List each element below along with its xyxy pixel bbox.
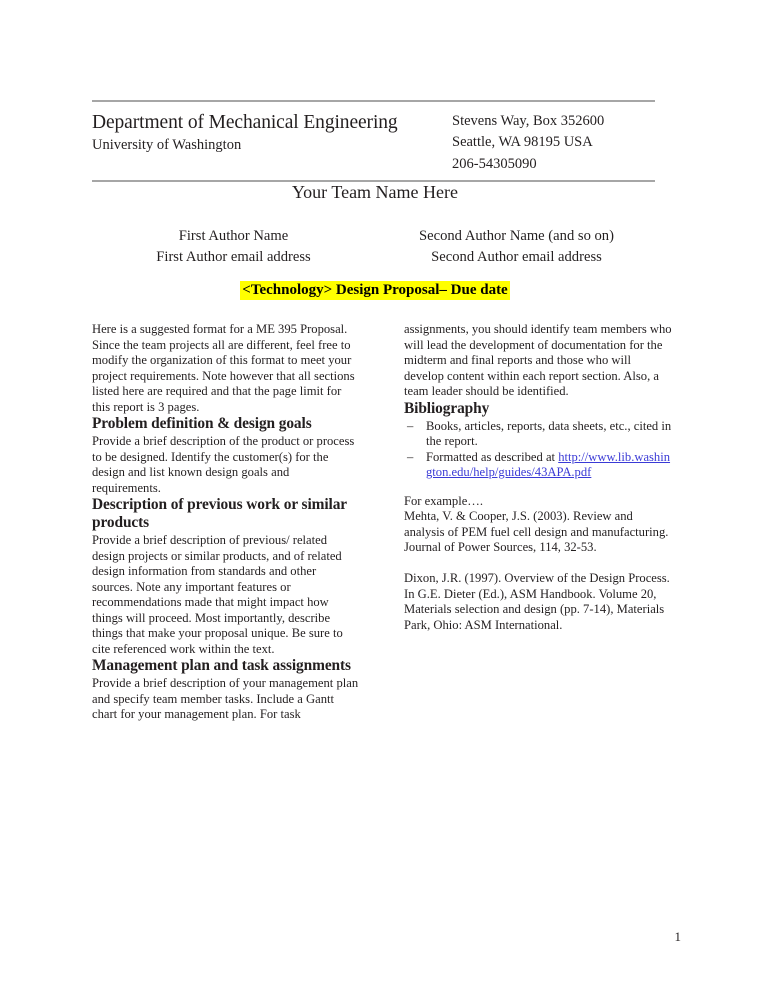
list-item: [404, 419, 672, 450]
author-block: [92, 226, 658, 267]
section-heading-bibliography: Bibliography: [404, 399, 490, 417]
reference-entry-mehta: [404, 494, 672, 556]
author-first: [92, 226, 375, 267]
proposal-heading-row: [92, 281, 658, 301]
department-name: Department of Mechanical Engineering: [92, 112, 398, 133]
page-number: 1: [674, 929, 681, 944]
address-line-city: Seattle, WA 98195 USA: [452, 134, 593, 151]
author-second-name: Second Author Name (and so on): [419, 228, 614, 244]
body-columns: [92, 322, 672, 723]
example-lead-text: For example….: [404, 493, 484, 508]
section-body-previous-work: Provide a brief description of previous/ related design projects or similar products, and of related design information from standards and other sources. Note any important features or recommendations made that might impact how things will proceed. Most importantly, describe things that make your proposal unique. Be sure to cite referenced work within the text.: [92, 533, 343, 656]
address-line-phone: 206-54305090: [452, 155, 537, 172]
section-body-problem-definition: Provide a brief description of the product or process to be designed. Identify the customer(s) for the design and list known design goals and requirements.: [92, 434, 355, 495]
bibliography-guideline-1: Books, articles, reports, data sheets, etc., cited in the report.: [426, 418, 672, 449]
author-first-name: First Author Name: [178, 228, 289, 244]
team-name-title: Your Team Name Here: [291, 182, 459, 202]
dash-bullet-icon: –: [407, 449, 414, 464]
section-heading-management-plan: Management plan and task assignments: [92, 657, 351, 675]
bibliography-guideline-2: Formatted as described at: [426, 449, 559, 464]
bibliography-guidelines-list: [404, 419, 672, 481]
continuation-paragraph: assignments, you should identify team members who will lead the development of documentation for the midterm and final reports and those who will develop content within each report section. Also, a team leader should be identified.: [404, 322, 672, 399]
left-column: [92, 322, 360, 723]
section-heading-problem-definition: Problem definition & design goals: [92, 415, 312, 433]
letterhead-address: [452, 108, 655, 175]
author-second: [375, 226, 658, 267]
author-second-email: Second Author email address: [431, 248, 602, 265]
intro-paragraph: Here is a suggested format for a ME 395 Proposal. Since the team projects all are different, feel free to modify the organization of this format to meet your project requirements. Note however that all sections listed here are required and that the page limit for this report is 3 pages.: [92, 322, 355, 414]
university-name: University of Washington: [92, 136, 242, 153]
reference-text-dixon: Dixon, J.R. (1997). Overview of the Design Process. In G.E. Dieter (Ed.), ASM Handbook. Volume 20, Materials selection and design (pp. 7-14), Materials Park, Ohio: ASM International.: [404, 570, 670, 632]
right-column: [404, 322, 672, 633]
proposal-heading-highlighted: <Technology> Design Proposal– Due date: [242, 282, 508, 298]
reference-entry-dixon: [404, 571, 672, 633]
list-item: [404, 450, 672, 481]
dash-bullet-icon: –: [407, 418, 414, 433]
letterhead-institution: [92, 108, 452, 154]
section-body-management-plan: Provide a brief description of your management plan and specify team member tasks. Include a Gantt chart for your management plan. For task: [92, 676, 359, 722]
author-first-email: First Author email address: [156, 248, 311, 265]
letterhead: [92, 100, 655, 182]
apa-guide-link[interactable]: http://www.lib.washington.edu/help/guides/43APA.pdf: [426, 449, 671, 480]
address-line-street: Stevens Way, Box 352600: [452, 113, 605, 129]
section-heading-previous-work: Description of previous work or similar products: [92, 496, 347, 532]
reference-text-mehta: Mehta, V. & Cooper, J.S. (2003). Review and analysis of PEM fuel cell design and manufacturing. Journal of Power Sources, 114, 32-53.: [404, 509, 669, 555]
